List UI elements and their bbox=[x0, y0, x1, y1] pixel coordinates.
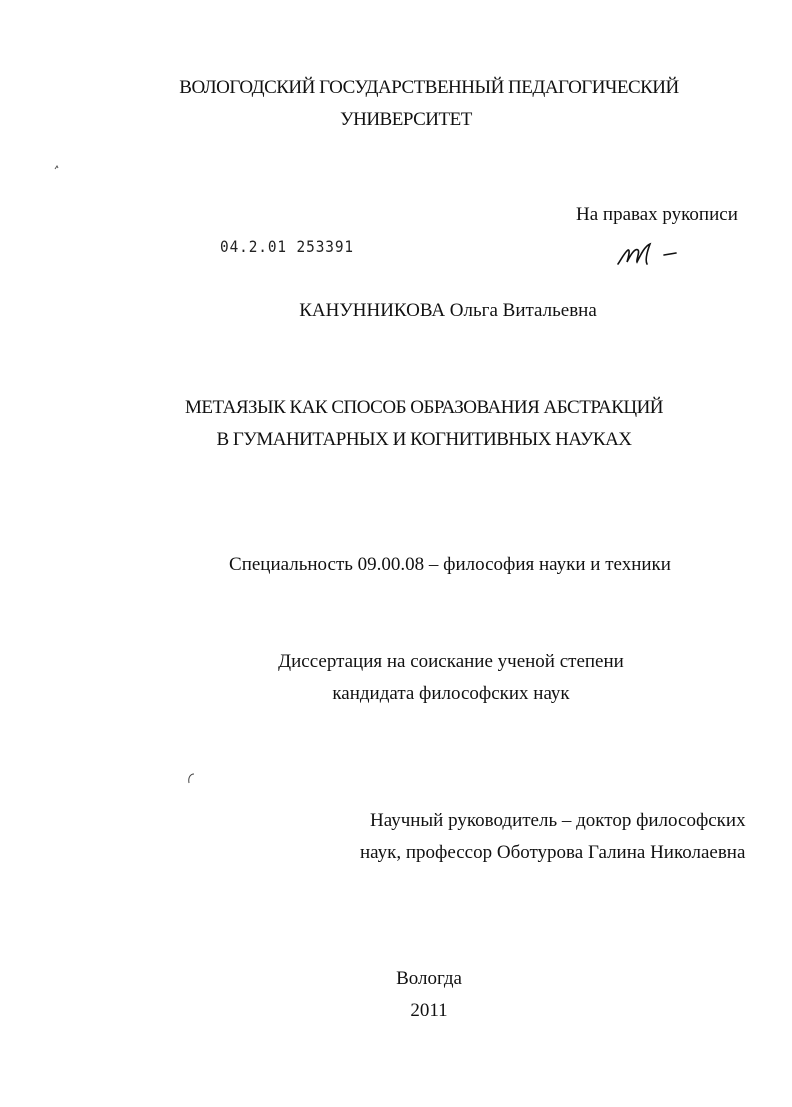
university-name-line-1: ВОЛОГОДСКИЙ ГОСУДАРСТВЕННЫЙ ПЕДАГОГИЧЕСКИЙ bbox=[179, 77, 679, 98]
registration-stamp: 04.2.01 253391 bbox=[220, 237, 354, 256]
dissertation-title-line-2: В ГУМАНИТАРНЫХ И КОГНИТИВНЫХ НАУКАХ bbox=[216, 429, 632, 450]
scan-speck bbox=[52, 162, 62, 172]
scan-speck bbox=[184, 770, 198, 786]
manuscript-rights-label: На правах рукописи bbox=[576, 204, 738, 225]
specialty-code: Специальность 09.00.08 – философия науки и техники bbox=[229, 554, 671, 575]
university-name-line-2: УНИВЕРСИТЕТ bbox=[340, 109, 472, 130]
signature-mark bbox=[614, 238, 684, 270]
author-name: КАНУННИКОВА Ольга Витальевна bbox=[299, 300, 597, 321]
degree-line-1: Диссертация на соискание ученой степени bbox=[278, 651, 624, 672]
year: 2011 bbox=[410, 1000, 448, 1021]
supervisor-line-2: наук, профессор Оботурова Галина Николаевна bbox=[360, 842, 746, 863]
degree-line-2: кандидата философских наук bbox=[332, 683, 570, 704]
dissertation-title-line-1: МЕТАЯЗЫК КАК СПОСОБ ОБРАЗОВАНИЯ АБСТРАКЦИЙ bbox=[184, 397, 664, 418]
supervisor-line-1: Научный руководитель – доктор философских bbox=[370, 810, 746, 831]
city: Вологда bbox=[396, 968, 462, 989]
